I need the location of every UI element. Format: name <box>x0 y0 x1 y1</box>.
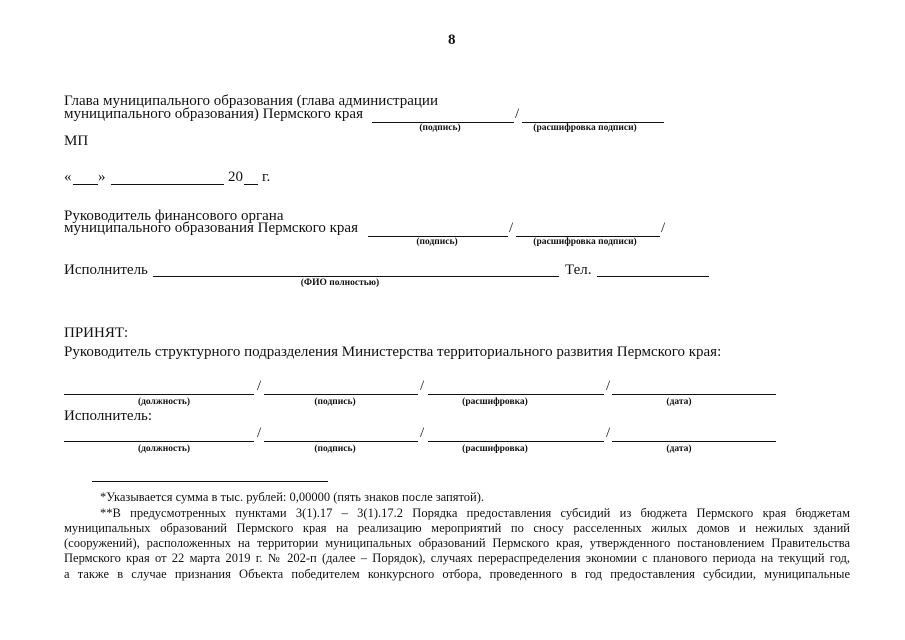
finance-title-line2: муниципального образования Пермского края <box>64 220 358 236</box>
footnote-2-line2: муниципальных образований Пермского края на реализацию мероприятий по сносу расселенных жилых домов и нежилых зданий <box>64 521 850 535</box>
accepted-row2-label-position: (должность) <box>137 444 191 454</box>
head-label-sign: (подпись) <box>419 123 461 133</box>
accepted-row2-slash-3: / <box>606 425 611 441</box>
accepted-row2-decode-line <box>428 441 604 442</box>
accepted-row2-label-sign: (подпись) <box>314 444 356 454</box>
accepted-row1-position-line <box>64 394 254 395</box>
head-title-line1: Глава муниципального образования (глава администрации <box>64 93 438 109</box>
footnote-separator <box>92 481 328 482</box>
executor-tel-label: Тел. <box>565 262 592 278</box>
date-open-quote: « <box>64 169 72 185</box>
executor-fio-line <box>153 276 559 277</box>
accepted-row1-label-date: (дата) <box>666 397 692 407</box>
date-year-line <box>244 184 258 185</box>
accepted-row1-slash-1: / <box>257 378 262 394</box>
date-month-line <box>111 184 224 185</box>
date-close-quote: » <box>98 169 106 185</box>
accepted-row1-sign-line <box>264 394 418 395</box>
executor-tel-line <box>597 276 709 277</box>
accepted-row1-label-sign: (подпись) <box>314 397 356 407</box>
page-number: 8 <box>448 32 456 48</box>
accepted-row2-label-date: (дата) <box>666 444 692 454</box>
date-year-suffix: г. <box>262 169 271 185</box>
footnote-1: *Указывается сумма в тыс. рублей: 0,00000 (пять знаков после запятой). <box>100 490 485 504</box>
accepted-row1-decode-line <box>428 394 604 395</box>
accepted-row2-position-line <box>64 441 254 442</box>
mp-label: МП <box>64 133 89 149</box>
footnote-2-line5: а также в случае признания Объекта победителем конкурсного отбора, проведенного в год предоставления субсидии, муниципальные <box>64 567 850 581</box>
footnote-2-line3: (сооружений), расположенных на территории муниципальных образований Пермского края, утвержденного постановлением Правительства <box>64 536 850 550</box>
finance-slash-2: / <box>661 220 666 236</box>
accepted-head-line: Руководитель структурного подразделения Министерства территориального развития Пермского края: <box>64 344 722 360</box>
accepted-row2-label-decode: (расшифровка) <box>462 444 528 454</box>
head-label-decode: (расшифровка подписи) <box>533 123 637 133</box>
accepted-row1-slash-3: / <box>606 378 611 394</box>
date-year-prefix: 20 <box>228 169 243 185</box>
accepted-title: ПРИНЯТ: <box>64 325 129 341</box>
accepted-row1-label-decode: (расшифровка) <box>462 397 528 407</box>
accepted-row2-slash-1: / <box>257 425 262 441</box>
accepted-executor-label: Исполнитель: <box>64 408 153 424</box>
head-slash: / <box>515 106 520 122</box>
accepted-row1-slash-2: / <box>420 378 425 394</box>
footnote-2-line4: Пермского края от 22 марта 2019 г. № 202-п (далее – Порядок), случаях перераспределения экономии с планового периода на текущий год, <box>64 551 850 565</box>
executor-label: Исполнитель <box>64 262 148 278</box>
executor-label-fio: (ФИО полностью) <box>300 278 380 288</box>
date-day-line <box>73 184 98 185</box>
finance-label-decode: (расшифровка подписи) <box>533 237 637 247</box>
footnote-2-line1: **В предусмотренных пунктами 3(1).17 – 3(1).17.2 Порядка предоставления субсидий из бюджета Пермского края бюджетам <box>100 506 850 520</box>
head-title-line2: муниципального образования) Пермского края <box>64 106 363 122</box>
accepted-row2-date-line <box>612 441 776 442</box>
accepted-row2-slash-2: / <box>420 425 425 441</box>
finance-title-line1: Руководитель финансового органа <box>64 208 284 224</box>
accepted-row1-date-line <box>612 394 776 395</box>
finance-slash-1: / <box>509 220 514 236</box>
finance-label-sign: (подпись) <box>416 237 458 247</box>
accepted-row2-sign-line <box>264 441 418 442</box>
accepted-row1-label-position: (должность) <box>137 397 191 407</box>
